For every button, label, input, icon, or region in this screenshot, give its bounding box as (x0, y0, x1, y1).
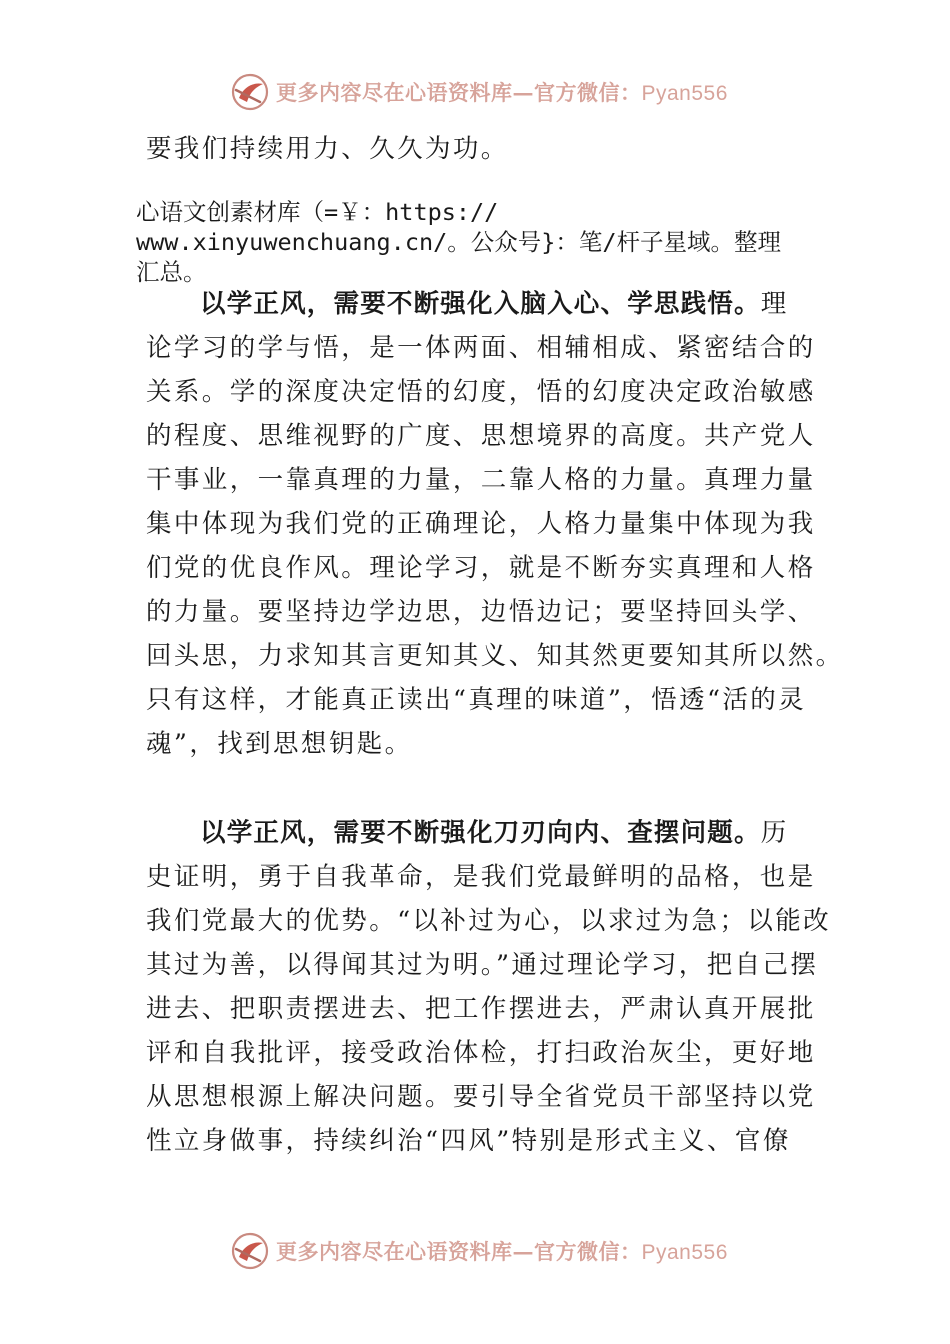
para1-first-line-tail: 理 (760, 289, 789, 319)
para1-first-line (200, 287, 789, 321)
xinyu-logo-icon (230, 72, 270, 112)
insert-line-2: www.xinyuwenchuang.cn/。公众号}：笔/杆子星域。整理 (136, 228, 782, 256)
header-banner-text (276, 77, 728, 107)
para1-line: 论学习的学与悟，是一体两面、相辅相成、紧密结合的 (146, 333, 816, 363)
para1-line: 魂”，找到思想钥匙。 (146, 729, 413, 759)
para1-heading: 以学正风，需要不断强化入脑入心、学思践悟。 (200, 289, 761, 319)
para1-line: 的程度、思维视野的广度、思想境界的高度。共产党人 (146, 421, 816, 451)
para1-line: 的力量。要坚持边学边思，边悟边记；要坚持回头学、 (146, 597, 816, 627)
para2-line: 其过为善，以得闻其过为明。”通过理论学习，把自己摆 (146, 950, 819, 980)
para2-line: 史证明，勇于自我革命，是我们党最鲜明的品格，也是 (146, 862, 816, 892)
footer-banner (230, 1229, 730, 1273)
para2-heading: 以学正风，需要不断强化刀刃向内、查摆问题。 (200, 818, 761, 848)
para2-line: 进去、把职责摆进去、把工作摆进去，严肃认真开展批 (146, 994, 816, 1024)
para2-line: 从思想根源上解决问题。要引导全省党员干部坚持以党 (146, 1082, 816, 1112)
para1-line: 关系。学的深度决定悟的幻度，悟的幻度决定政治敏感 (146, 377, 816, 407)
para2-line: 评和自我批评，接受政治体检，打扫政治灰尘，更好地 (146, 1038, 816, 1068)
footer-wechat-id: Pyan556 (641, 1241, 728, 1264)
footer-banner-label: 更多内容尽在心语资料库—官方微信： (276, 1239, 642, 1264)
xinyu-logo-icon (230, 1231, 270, 1271)
header-banner (230, 70, 730, 114)
para1-line: 只有这样，才能真正读出“真理的味道”，悟透“活的灵 (146, 685, 807, 715)
continuation-line: 要我们持续用力、久久为功。 (146, 134, 509, 164)
para1-line: 们党的优良作风。理论学习，就是不断夯实真理和人格 (146, 553, 816, 583)
insert-line-1: 心语文创素材库（=￥：https:// (136, 198, 499, 226)
footer-banner-text (276, 1236, 728, 1266)
insert-line-3: 汇总。 (136, 258, 207, 286)
para1-line: 回头思，力求知其言更知其义、知其然更要知其所以然。 (146, 641, 844, 671)
para2-first-line-tail: 历 (760, 818, 789, 848)
para2-first-line (200, 816, 789, 850)
header-wechat-id: Pyan556 (641, 82, 728, 105)
header-banner-label: 更多内容尽在心语资料库—官方微信： (276, 80, 642, 105)
para2-line: 性立身做事，持续纠治“四风”特别是形式主义、官僚 (146, 1126, 791, 1156)
para1-line: 干事业，一靠真理的力量，二靠人格的力量。真理力量 (146, 465, 816, 495)
para2-line: 我们党最大的优势。“以补过为心，以求过为急；以能改 (146, 906, 832, 936)
para1-line: 集中体现为我们党的正确理论，人格力量集中体现为我 (146, 509, 816, 539)
